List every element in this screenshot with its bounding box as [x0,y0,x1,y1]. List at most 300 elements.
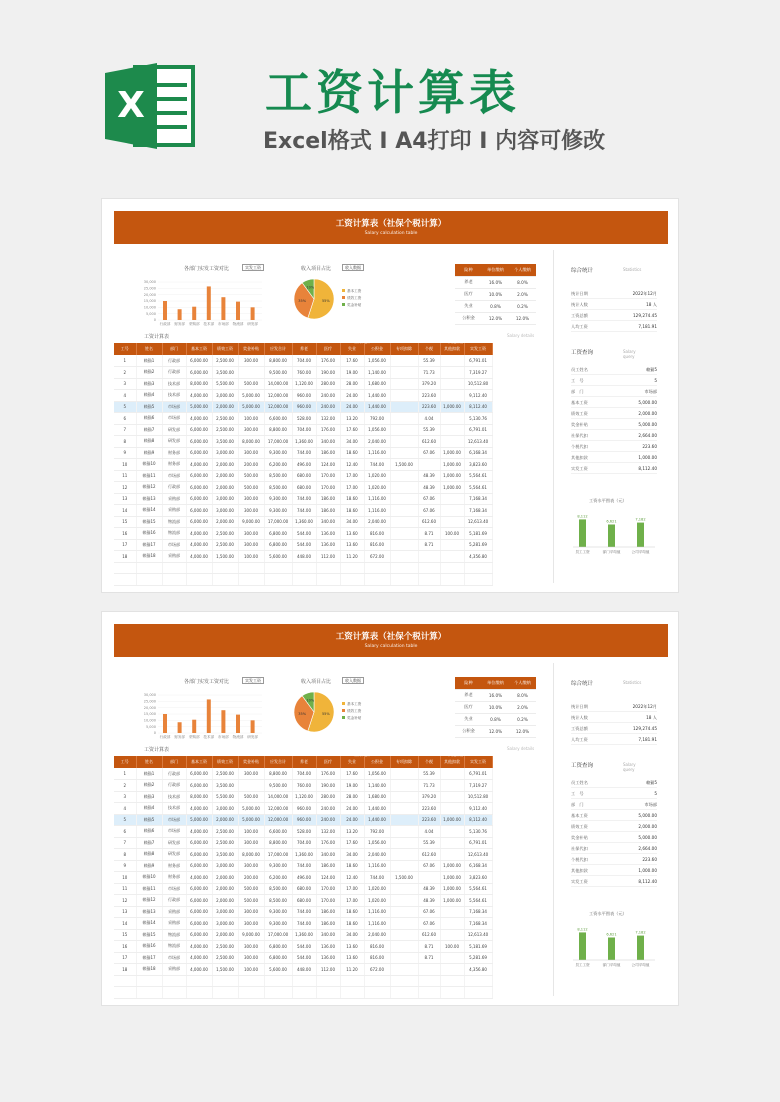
rate-cell: 养老 [455,689,482,701]
pie-slice-label: 55% [321,298,330,303]
table-cell: 223.60 [418,390,440,402]
table-cell: 6,000.00 [186,780,212,792]
column-header[interactable]: 奖金补贴 [238,343,264,355]
table-cell: 行政部 [162,355,186,367]
table-row[interactable] [114,929,492,941]
table-cell: 1 [114,768,136,780]
table-cell: 500.00 [238,482,264,494]
column-header[interactable]: 部门 [162,343,186,355]
table-cell: 5 [114,401,136,413]
compare-value-label: 8,112 [577,514,588,519]
income-pie-chart [292,277,382,325]
table-cell: 1,360.00 [292,436,316,448]
table-cell: 13.60 [340,941,364,953]
dept-salary-bar-chart [144,688,264,744]
table-cell: 17.00 [340,895,364,907]
table-cell: 1,056.00 [364,837,390,849]
pie-chart-select[interactable]: 收入数据 [342,264,364,271]
table-cell: 5 [114,814,136,826]
table-cell: 792.00 [364,826,390,838]
table-cell: 14 [114,918,136,930]
table-cell: 71.73 [418,367,440,379]
table-cell: 赖猫6 [136,413,162,425]
table-cell: 28.00 [340,378,364,390]
table-cell: 6,000.00 [186,768,212,780]
column-header[interactable]: 工号 [114,343,136,355]
table-cell: 300.00 [238,528,264,540]
table-row[interactable] [114,826,492,838]
dept-chart-select[interactable]: 实发工资 [242,264,264,271]
column-header[interactable]: 实发工资 [464,756,492,768]
table-cell: 5,500.00 [212,378,238,390]
table-cell: 100.00 [238,413,264,425]
table-cell: 4,000.00 [186,551,212,563]
column-header[interactable]: 医疗 [316,343,340,355]
table-cell: 17,000.00 [264,436,292,448]
table-cell: 4,000.00 [186,941,212,953]
column-header[interactable]: 姓名 [136,343,162,355]
table-cell: 2,500.00 [212,941,238,953]
table-row[interactable] [114,528,492,540]
table-cell: 17.00 [340,482,364,494]
table-cell: 8,800.00 [264,768,292,780]
table-cell [390,436,418,448]
table-cell: 12,613.40 [464,436,492,448]
compare-category-label: 员工工资 [575,550,590,554]
table-cell: 7 [114,837,136,849]
table-cell: 技术部 [162,803,186,815]
table-cell: 6,000.00 [186,895,212,907]
table-cell [440,791,464,803]
table-cell: 672.00 [364,551,390,563]
table-cell: 960.00 [292,814,316,826]
table-cell: 6,000.00 [186,849,212,861]
table-cell: 67.06 [418,493,440,505]
table-cell [390,424,418,436]
table-cell: 5,000.00 [238,814,264,826]
table-row[interactable] [114,470,492,482]
table-cell: 6,600.00 [264,413,292,425]
table-cell: 1,000.00 [440,814,464,826]
table-cell: 190.00 [316,367,340,379]
table-row[interactable] [114,493,492,505]
table-row[interactable] [114,551,492,563]
summary-value: 2022年12月 [632,291,657,296]
table-cell: 6,791.01 [464,768,492,780]
column-header[interactable]: 应发合计 [264,756,292,768]
table-cell: 240.00 [316,401,340,413]
dept-chart-title: 各部门实发工资对比 [184,266,230,272]
table-cell [440,505,464,517]
table-cell: 6,000.00 [186,837,212,849]
table-cell [390,470,418,482]
empty-row [114,574,492,586]
query-value: 5,000.00 [638,422,657,427]
column-header[interactable]: 失业 [340,756,364,768]
query-key: 基本工资 [571,813,588,818]
table-cell: 13 [114,906,136,918]
table-row[interactable] [114,803,492,815]
table-cell: 300.00 [238,941,264,953]
table-cell: 赖猫6 [136,826,162,838]
table-cell [390,803,418,815]
query-row [571,788,657,799]
table-cell: 2,500.00 [212,424,238,436]
rate-cell: 16.0% [482,276,509,288]
table-cell: 市场部 [162,413,186,425]
table-cell: 赖猫10 [136,459,162,471]
table-cell: 1,116.00 [364,860,390,872]
table-cell: 300.00 [238,539,264,551]
pie-chart-title: 收入项目占比 [301,679,332,685]
rate-cell: 失业 [455,300,482,312]
rate-cell: 16.0% [482,689,509,701]
table-cell: 960.00 [292,803,316,815]
table-cell [390,895,418,907]
rate-cell: 2.0% [509,701,536,713]
table-cell: 市场部 [162,883,186,895]
table-cell: 34.00 [340,436,364,448]
table-cell: 3,000.00 [212,447,238,459]
table-cell: 2,040.00 [364,516,390,528]
summary-title [571,679,642,687]
query-row [571,397,657,408]
summary-title-text: 综合统计 [571,681,594,687]
table-cell: 240.00 [316,803,340,815]
table-cell: 1,500.00 [212,551,238,563]
y-tick-label: 10,000 [144,718,156,723]
table-cell: 672.00 [364,964,390,976]
table-cell: 10 [114,459,136,471]
table-cell: 赖猫9 [136,447,162,459]
table-cell: 4,000.00 [186,390,212,402]
table-cell: 9,000.00 [238,929,264,941]
dept-bar [236,715,240,733]
column-header[interactable]: 应发合计 [264,343,292,355]
sheet-title-en: Salary calculation table [364,231,418,236]
column-header[interactable]: 养老 [292,756,316,768]
table-cell: 744.00 [364,872,390,884]
svg-text:X: X [117,85,145,126]
table-cell: 2,000.00 [212,883,238,895]
table-title: 工资计算表 [144,334,170,340]
table-row[interactable] [114,367,492,379]
table-cell: 5,281.69 [464,539,492,551]
table-row[interactable] [114,952,492,964]
table-cell: 1,020.00 [364,883,390,895]
table-cell: 2,500.00 [212,826,238,838]
table-cell: 1,440.00 [364,814,390,826]
table-cell: 13.60 [340,528,364,540]
column-header[interactable]: 绩效工资 [212,756,238,768]
table-row[interactable] [114,872,492,884]
table-cell: 1,000.00 [440,872,464,884]
table-cell: 17.60 [340,424,364,436]
table-cell: 6 [114,413,136,425]
table-cell: 340.00 [316,849,340,861]
table-cell [390,528,418,540]
banner [0,0,780,190]
table-cell: 8,800.00 [264,424,292,436]
table-row[interactable] [114,378,492,390]
table-cell: 8,800.00 [264,837,292,849]
table-cell: 67.06 [418,906,440,918]
query-key: 员工姓名 [571,780,588,785]
table-row[interactable] [114,791,492,803]
table-cell: 5,600.00 [264,551,292,563]
column-header[interactable]: 奖金补贴 [238,756,264,768]
column-header[interactable]: 养老 [292,343,316,355]
table-cell: 704.00 [292,768,316,780]
table-cell: 财务部 [162,447,186,459]
table-cell: 55.39 [418,424,440,436]
table-cell: 物流部 [162,929,186,941]
table-row[interactable] [114,918,492,930]
legend-swatch [342,296,345,299]
query-row[interactable] [571,364,657,375]
query-key: 实发工资 [571,466,588,471]
table-cell: 34.00 [340,929,364,941]
table-cell: 6,800.00 [264,539,292,551]
table-cell: 物流部 [162,528,186,540]
pie-chart-select[interactable]: 收入数据 [342,677,364,684]
table-cell: 3 [114,791,136,803]
dept-bar [207,286,211,320]
table-row[interactable] [114,424,492,436]
summary-row [571,299,657,310]
table-cell: 1,360.00 [292,929,316,941]
table-cell: 612.60 [418,849,440,861]
pie-slice-label: 55% [321,711,330,716]
rate-cell: 8.0% [509,689,536,701]
summary-value: 18 人 [646,302,657,307]
table-cell: 赖猫14 [136,918,162,930]
column-header[interactable]: 基本工资 [186,343,212,355]
table-cell: 18.60 [340,447,364,459]
table-row[interactable] [114,390,492,402]
table-cell: 544.00 [292,528,316,540]
table-cell: 采购部 [162,505,186,517]
table-cell: 300.00 [238,952,264,964]
table-cell [390,964,418,976]
table-row[interactable] [114,436,492,448]
table-cell: 8 [114,849,136,861]
table-cell: 7,168.34 [464,493,492,505]
table-cell: 12,613.40 [464,849,492,861]
y-tick-label: 10,000 [144,305,156,310]
column-header[interactable]: 公积金 [364,756,390,768]
y-tick-label: 15,000 [144,712,156,717]
table-cell: 赖猫5 [136,814,162,826]
table-cell: 18.60 [340,860,364,872]
table-cell: 6,800.00 [264,528,292,540]
table-cell: 赖猫13 [136,493,162,505]
column-header[interactable]: 工号 [114,756,136,768]
table-cell: 300.00 [238,447,264,459]
table-cell: 3,000.00 [212,860,238,872]
column-header[interactable]: 姓名 [136,756,162,768]
table-cell: 1,056.00 [364,424,390,436]
sheet-preview-2 [101,611,679,1006]
table-row[interactable] [114,883,492,895]
table-cell: 行政部 [162,768,186,780]
table-cell: 744.00 [292,447,316,459]
table-cell: 744.00 [364,459,390,471]
table-cell: 48.39 [418,883,440,895]
table-row[interactable] [114,447,492,459]
table-cell: 10,512.80 [464,378,492,390]
column-header[interactable]: 个税 [418,756,440,768]
table-cell: 6,000.00 [186,860,212,872]
dept-chart-select[interactable]: 实发工资 [242,677,264,684]
table-cell: 6,200.00 [264,872,292,884]
table-cell: 14,000.00 [264,791,292,803]
table-cell: 赖猫16 [136,528,162,540]
table-cell: 采购部 [162,964,186,976]
table-cell: 528.00 [292,826,316,838]
x-tick-label: 采购部 [188,735,200,739]
table-cell: 186.00 [316,447,340,459]
table-cell: 704.00 [292,355,316,367]
column-header[interactable]: 基本工资 [186,756,212,768]
table-cell [390,918,418,930]
table-cell: 赖猫16 [136,941,162,953]
table-cell: 7,168.34 [464,505,492,517]
dept-bar [178,722,182,733]
table-row[interactable] [114,964,492,976]
table-row[interactable] [114,768,492,780]
table-cell: 3,000.00 [212,505,238,517]
table-cell: 财务部 [162,860,186,872]
income-pie-chart [292,690,382,738]
query-value: 市场部 [644,802,657,807]
column-header[interactable]: 其他扣款 [440,756,464,768]
salary-table [114,756,493,999]
table-row[interactable] [114,895,492,907]
table-row[interactable] [114,482,492,494]
table-cell: 11 [114,883,136,895]
table-cell: 行政部 [162,780,186,792]
table-cell: 5,281.69 [464,952,492,964]
table-cell: 12 [114,482,136,494]
table-cell: 186.00 [316,918,340,930]
table-cell: 9,300.00 [264,493,292,505]
pie-slice-label: 35% [298,298,307,303]
table-cell [390,826,418,838]
column-header[interactable]: 专项扣除 [390,343,418,355]
table-row[interactable] [114,355,492,367]
table-row[interactable] [114,860,492,872]
table-cell: 2,000.00 [212,470,238,482]
table-cell: 379.20 [418,791,440,803]
query-key: 个税代扣 [571,444,588,449]
table-cell: 816.00 [364,528,390,540]
table-cell: 3,500.00 [212,849,238,861]
compare-bar [637,936,644,960]
table-cell: 1,000.00 [440,447,464,459]
banner-title: 工资计算表 [265,66,520,121]
table-cell: 300.00 [238,355,264,367]
table-cell: 124.00 [316,459,340,471]
table-cell: 744.00 [292,505,316,517]
table-cell: 100.00 [440,941,464,953]
query-row [571,419,657,430]
table-cell: 市场部 [162,952,186,964]
query-title-text: 工资查询 [571,763,594,769]
table-row[interactable] [114,849,492,861]
query-row[interactable] [571,777,657,788]
table-row[interactable] [114,539,492,551]
query-value: 8,112.40 [638,879,657,884]
compare-category-label: 部门平均值 [602,550,621,554]
column-header[interactable]: 专项扣除 [390,756,418,768]
column-header[interactable]: 公积金 [364,343,390,355]
table-row[interactable] [114,459,492,471]
table-cell: 496.00 [292,872,316,884]
column-header[interactable]: 失业 [340,343,364,355]
table-cell: 55.39 [418,355,440,367]
summary-value: 129,274.45 [633,313,657,318]
table-cell: 9,300.00 [264,447,292,459]
table-row[interactable] [114,906,492,918]
table-cell: 采购部 [162,906,186,918]
table-row[interactable] [114,814,492,826]
banner-subtitle: Excel格式 I A4打印 I 内容可修改 [263,129,606,154]
table-cell: 223.60 [418,814,440,826]
pie-slice-label: 10% [306,285,315,290]
table-cell: 研发部 [162,837,186,849]
table-row[interactable] [114,516,492,528]
table-row[interactable] [114,401,492,413]
table-cell: 2,000.00 [212,814,238,826]
column-header[interactable]: 实发工资 [464,343,492,355]
table-row[interactable] [114,941,492,953]
table-row[interactable] [114,837,492,849]
table-cell: 赖猫17 [136,952,162,964]
table-cell: 544.00 [292,539,316,551]
y-tick-label: 25,000 [144,286,156,291]
query-value: 1,000.00 [638,868,657,873]
table-cell: 3,500.00 [212,367,238,379]
column-header[interactable]: 个税 [418,343,440,355]
table-cell: 500.00 [238,470,264,482]
dept-salary-bar-chart [144,275,264,331]
table-cell: 8.71 [418,952,440,964]
table-cell: 1,020.00 [364,470,390,482]
table-cell: 960.00 [292,401,316,413]
column-header[interactable]: 医疗 [316,756,340,768]
table-cell: 680.00 [292,482,316,494]
table-cell: 8,000.00 [238,436,264,448]
column-header[interactable]: 其他扣款 [440,343,464,355]
rate-cell: 12.0% [509,312,536,324]
table-row[interactable] [114,505,492,517]
table-cell: 2,000.00 [212,872,238,884]
query-value: 5 [654,378,657,383]
column-header[interactable]: 绩效工资 [212,343,238,355]
table-row[interactable] [114,780,492,792]
query-key: 奖金补贴 [571,422,588,427]
table-cell: 4,000.00 [186,528,212,540]
y-tick-label: 20,000 [144,292,156,297]
table-cell: 24.00 [340,390,364,402]
pie-slice-label: 10% [306,698,315,703]
column-header[interactable]: 部门 [162,756,186,768]
table-cell [440,390,464,402]
table-cell [440,768,464,780]
y-tick-label: 5,000 [145,311,156,316]
table-row[interactable] [114,413,492,425]
